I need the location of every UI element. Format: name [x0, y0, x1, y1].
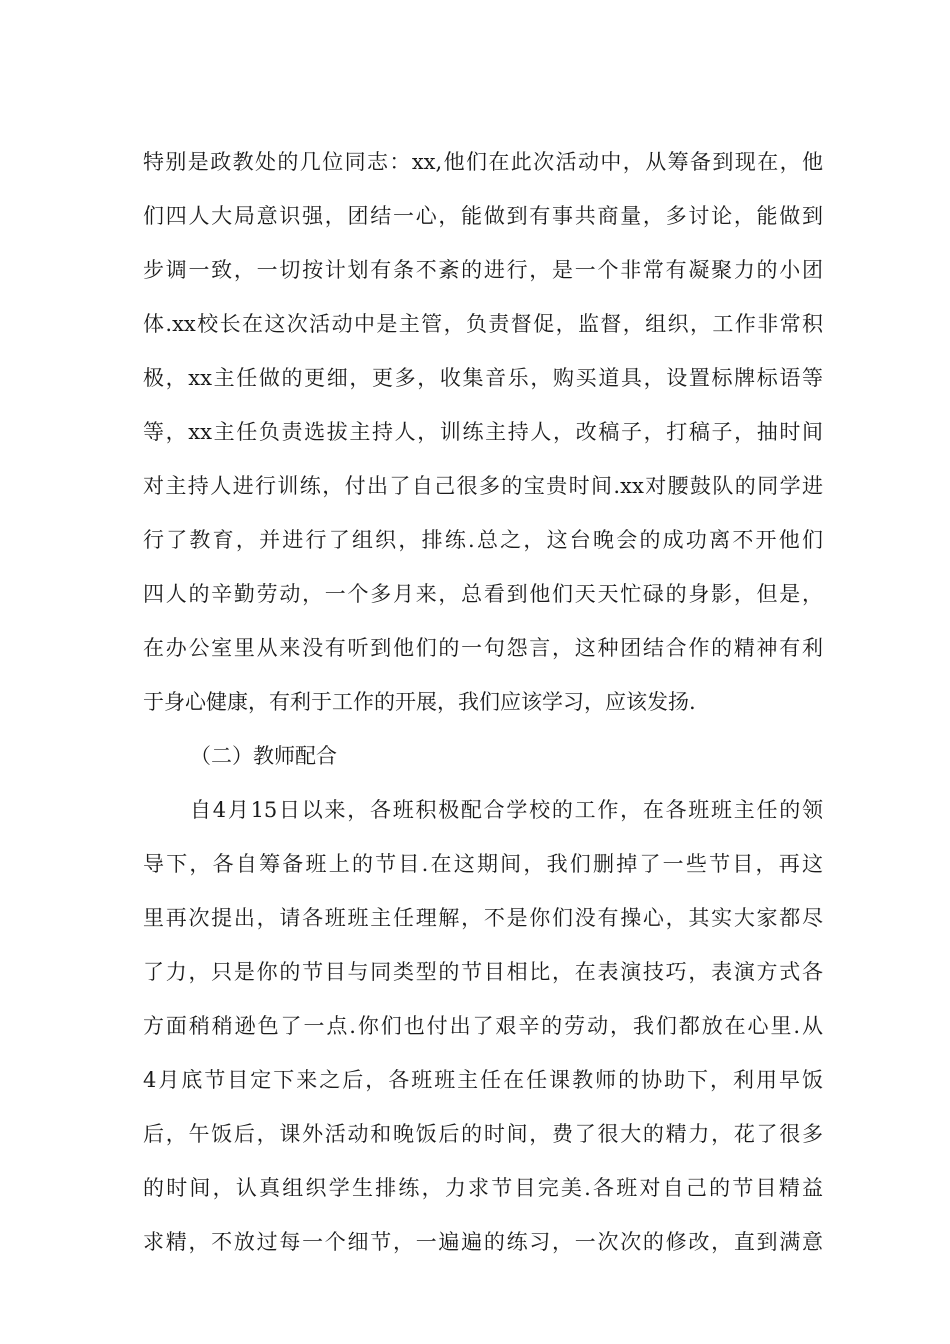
section-heading: （二）教师配合	[190, 744, 337, 768]
paragraph-line: 方面稍稍逊色了一点.你们也付出了艰辛的劳动，我们都放在心里.从	[143, 1014, 823, 1038]
paragraph-line: 了力，只是你的节目与同类型的节目相比，在表演技巧，表演方式各	[143, 960, 823, 984]
paragraph-line: 体.xx校长在这次活动中是主管，负责督促，监督，组织，工作非常积	[143, 312, 823, 336]
paragraph-line: 行了教育，并进行了组织，排练.总之，这台晚会的成功离不开他们	[143, 528, 823, 552]
paragraph-line: 于身心健康，有利于工作的开展，我们应该学习，应该发扬.	[143, 690, 696, 714]
paragraph-line: 后，午饭后，课外活动和晚饭后的时间，费了很大的精力，花了很多	[143, 1122, 823, 1146]
paragraph-line: 4月底节目定下来之后，各班班主任在任课教师的协助下，利用早饭	[143, 1068, 823, 1092]
paragraph-line: 们四人大局意识强，团结一心，能做到有事共商量，多讨论，能做到	[143, 204, 823, 228]
paragraph-line: 里再次提出，请各班班主任理解，不是你们没有操心，其实大家都尽	[143, 906, 823, 930]
paragraph-line: 导下，各自筹备班上的节目.在这期间，我们删掉了一些节目，再这	[143, 852, 823, 876]
paragraph-line: 极，xx主任做的更细，更多，收集音乐，购买道具，设置标牌标语等	[143, 366, 823, 390]
paragraph-line: 特别是政教处的几位同志：xx,他们在此次活动中，从筹备到现在，他	[143, 150, 823, 174]
paragraph-line: 对主持人进行训练，付出了自己很多的宝贵时间.xx对腰鼓队的同学进	[143, 474, 823, 498]
paragraph-line: 步调一致，一切按计划有条不紊的进行，是一个非常有凝聚力的小团	[143, 258, 823, 282]
paragraph-line: 在办公室里从来没有听到他们的一句怨言，这种团结合作的精神有利	[143, 636, 823, 660]
paragraph-line: 的时间，认真组织学生排练，力求节目完美.各班对自己的节目精益	[143, 1176, 823, 1200]
paragraph-line: 自4月15日以来，各班积极配合学校的工作，在各班班主任的领	[190, 798, 823, 822]
paragraph-line: 等，xx主任负责选拔主持人，训练主持人，改稿子，打稿子，抽时间	[143, 420, 823, 444]
paragraph-line: 求精，不放过每一个细节，一遍遍的练习，一次次的修改，直到满意	[143, 1230, 823, 1254]
paragraph-line: 四人的辛勤劳动，一个多月来，总看到他们天天忙碌的身影，但是，	[143, 582, 823, 606]
